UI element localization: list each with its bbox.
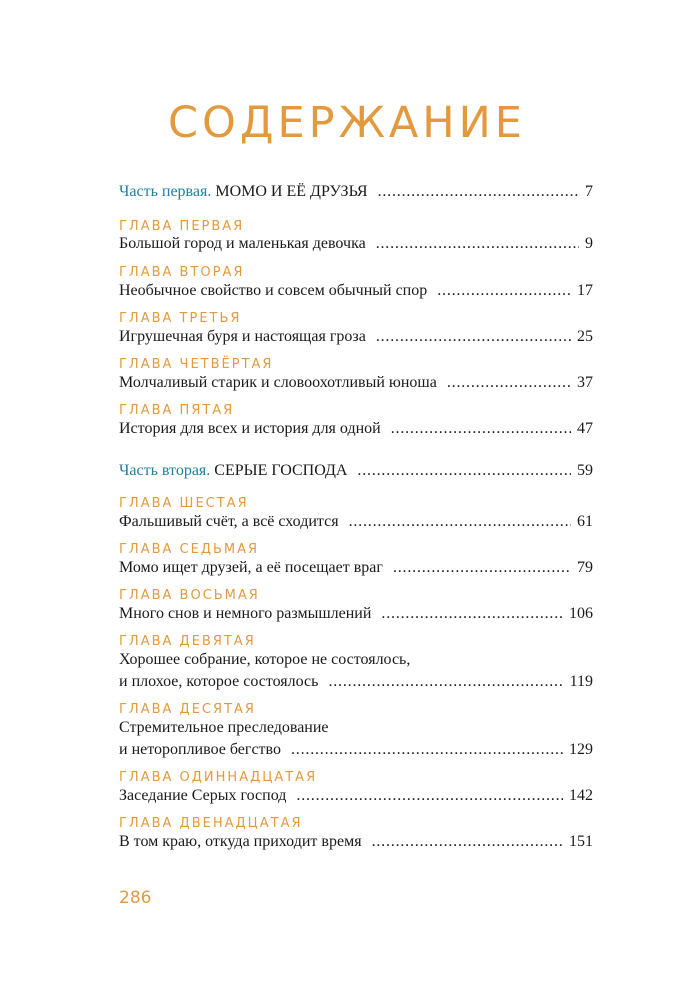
toc-chapter-6 (119, 512, 593, 532)
chapter-title: Необычное свойство и совсем обычный спор (119, 282, 428, 299)
dot-leader (372, 832, 563, 852)
page-ref: 61 (577, 513, 593, 530)
dot-leader (376, 327, 571, 347)
chapter-title: В том краю, откуда приходит время (119, 833, 362, 850)
chapter-label: ГЛАВА ПЯТАЯ (119, 403, 235, 418)
toc-chapter-1 (119, 234, 593, 254)
chapter-label: ГЛАВА ВТОРАЯ (119, 265, 245, 280)
toc-chapter-9 (119, 672, 593, 692)
toc-chapter-11 (119, 786, 593, 806)
page-ref: 119 (569, 673, 593, 690)
toc-chapter-10 (119, 740, 593, 760)
page-ref: 37 (577, 374, 593, 391)
chapter-title-line1: Стремительное преследование (119, 719, 329, 736)
chapter-title: История для всех и история для одной (119, 420, 381, 437)
chapter-label: ГЛАВА ШЕСТАЯ (119, 496, 249, 511)
dot-leader (349, 512, 571, 532)
chapter-label: ГЛАВА ТРЕТЬЯ (119, 311, 242, 326)
page-ref: 47 (577, 420, 593, 437)
dot-leader (376, 234, 579, 254)
page-ref: 17 (577, 282, 593, 299)
page-ref: 59 (577, 462, 593, 479)
toc-chapter-3 (119, 327, 593, 347)
toc-chapter-12 (119, 832, 593, 852)
page-ref: 151 (569, 833, 593, 850)
page-number: 286 (119, 888, 152, 908)
chapter-label: ГЛАВА ЧЕТВЁРТАЯ (119, 357, 274, 372)
chapter-title: Игрушечная буря и настоящая гроза (119, 328, 366, 345)
toc-part-2 (119, 461, 593, 481)
dot-leader (391, 419, 571, 439)
chapter-label: ГЛАВА ПЕРВАЯ (119, 219, 245, 234)
part-title: МОМО И ЕЁ ДРУЗЬЯ (215, 183, 368, 200)
page-ref: 9 (585, 235, 593, 252)
part-title: СЕРЫЕ ГОСПОДА (214, 462, 348, 479)
page-ref: 129 (569, 741, 593, 758)
part-label: Часть первая. (119, 183, 212, 200)
dot-leader (357, 461, 571, 481)
chapter-title-line1: Хорошее собрание, которое не состоялось, (119, 651, 411, 668)
chapter-title: Большой город и маленькая девочка (119, 235, 366, 252)
toc-chapter-2 (119, 281, 593, 301)
page-ref: 142 (569, 787, 593, 804)
dot-leader (291, 740, 563, 760)
chapter-label: ГЛАВА ОДИННАДЦАТАЯ (119, 770, 318, 785)
chapter-title: Момо ищет друзей, а её посещает враг (119, 559, 383, 576)
chapter-title: Фальшивый счёт, а всё сходится (119, 513, 339, 530)
toc-chapter-5 (119, 419, 593, 439)
chapter-label: ГЛАВА СЕДЬМАЯ (119, 542, 260, 557)
part-label: Часть вторая. (119, 462, 211, 479)
page-ref: 25 (577, 328, 593, 345)
page-ref: 79 (577, 559, 593, 576)
chapter-label: ГЛАВА ДЕСЯТАЯ (119, 702, 256, 717)
chapter-label: ГЛАВА ДВЕНАДЦАТАЯ (119, 816, 303, 831)
page-title: СОДЕРЖАНИЕ (168, 98, 526, 148)
dot-leader (381, 604, 563, 624)
dot-leader (447, 373, 571, 393)
dot-leader (393, 558, 571, 578)
dot-leader (328, 672, 563, 692)
dot-leader (378, 182, 579, 202)
toc-chapter-8 (119, 604, 593, 624)
page-ref: 106 (569, 605, 593, 622)
page-ref: 7 (585, 183, 593, 200)
chapter-label: ГЛАВА ВОСЬМАЯ (119, 588, 260, 603)
toc-part-1 (119, 182, 593, 202)
chapter-title: Заседание Серых господ (119, 787, 287, 804)
chapter-title: и плохое, которое состоялось (119, 673, 319, 690)
chapter-title: Много снов и немного размышлений (119, 605, 372, 622)
dot-leader (437, 281, 571, 301)
chapter-label: ГЛАВА ДЕВЯТАЯ (119, 634, 256, 649)
toc-chapter-4 (119, 373, 593, 393)
toc-chapter-7 (119, 558, 593, 578)
chapter-title: Молчаливый старик и словоохотливый юноша (119, 374, 437, 391)
chapter-title: и неторопливое бегство (119, 741, 281, 758)
dot-leader (296, 786, 563, 806)
